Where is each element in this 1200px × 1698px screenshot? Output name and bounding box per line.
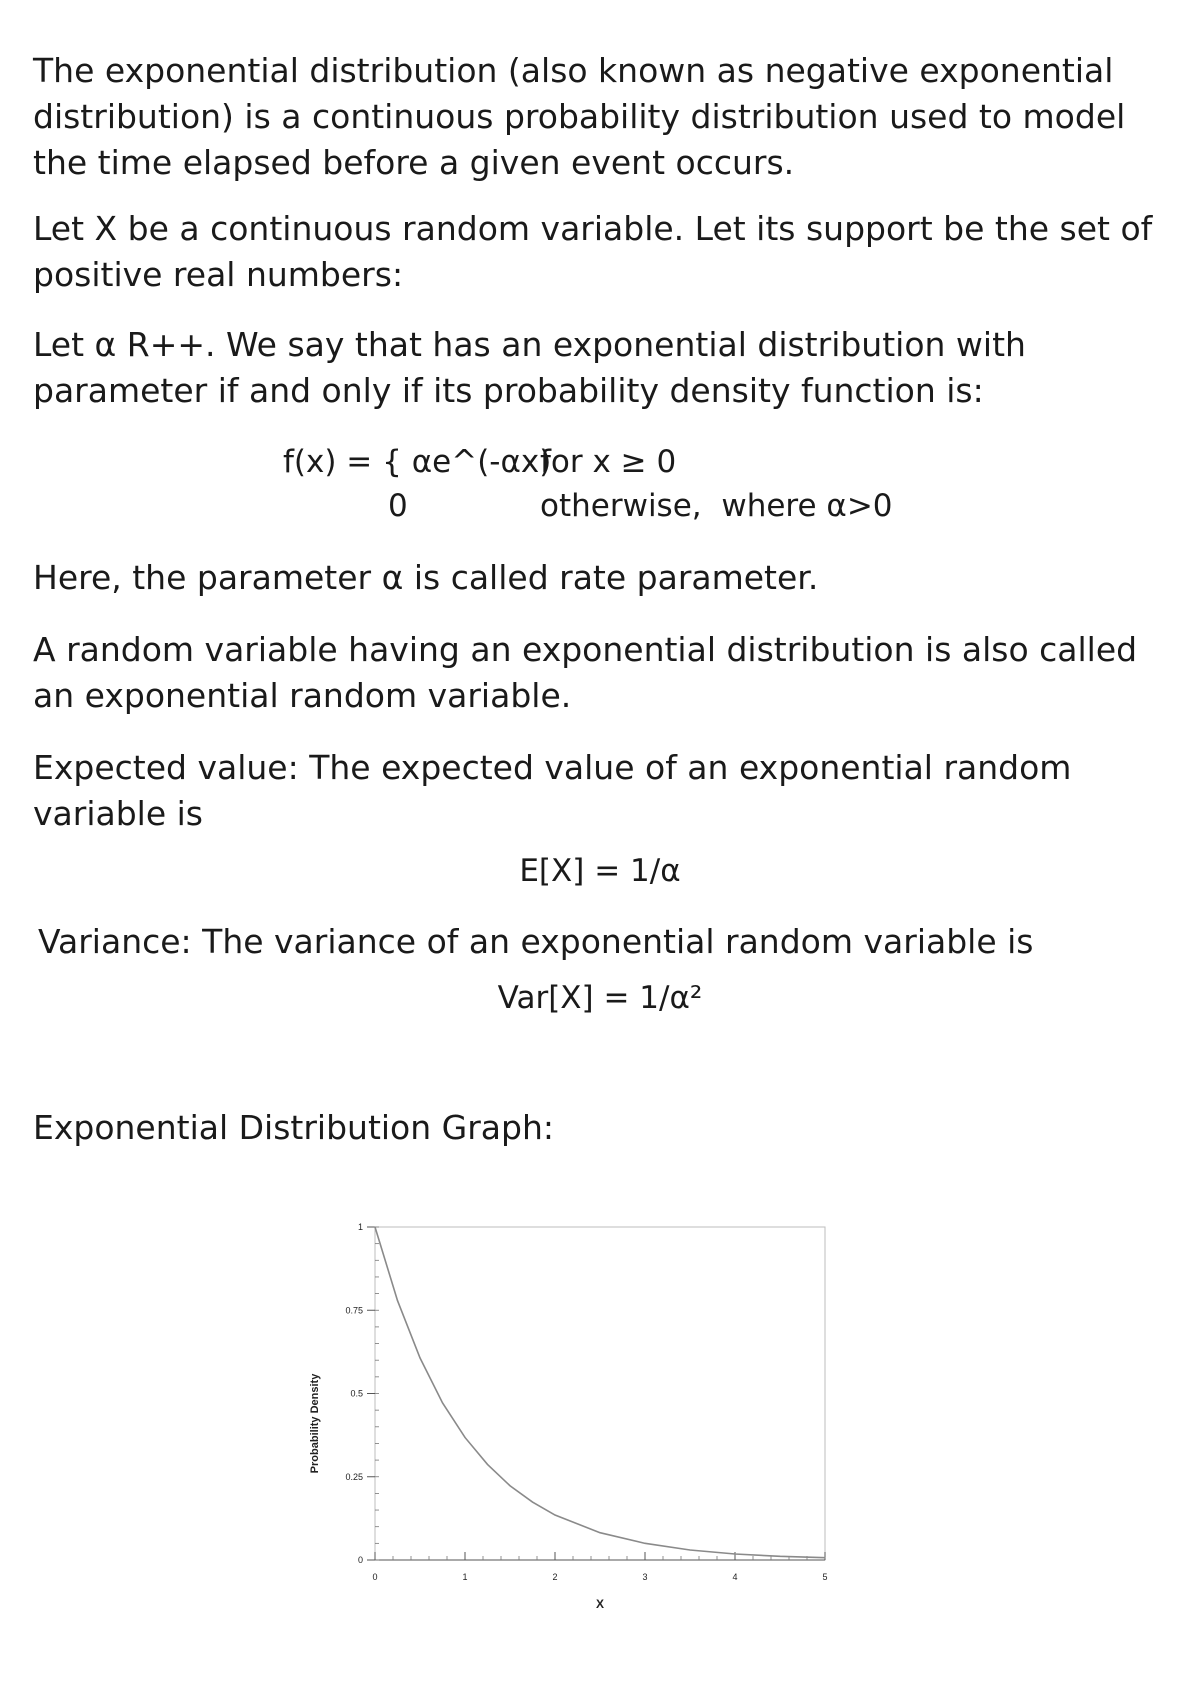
variance-formula: Var[X] = 1/α² bbox=[497, 980, 703, 1016]
series-line bbox=[375, 1227, 825, 1558]
random-variable-paragraph: A random variable having an exponential distribution is also called an exponential random variable. bbox=[33, 630, 1138, 715]
data-point bbox=[532, 1501, 533, 1502]
data-point bbox=[397, 1300, 398, 1301]
graph-heading: Exponential Distribution Graph: bbox=[33, 1108, 554, 1147]
data-point bbox=[509, 1485, 510, 1486]
plot-frame bbox=[375, 1227, 825, 1560]
intro-paragraph: The exponential distribution (also known as negative exponential distribution) is a continuous probability distribution used to model the time elapsed before a given event occurs. bbox=[33, 51, 1126, 182]
data-point bbox=[374, 1226, 375, 1227]
rate-paragraph: Here, the parameter α is called rate parameter. bbox=[33, 558, 819, 597]
data-point bbox=[734, 1553, 735, 1554]
exponential-chart-svg bbox=[300, 1215, 860, 1635]
data-point bbox=[554, 1514, 555, 1515]
data-point bbox=[487, 1464, 488, 1465]
y-axis-label: Probability Density bbox=[309, 1373, 321, 1474]
data-point bbox=[779, 1556, 780, 1557]
y-tick-label: 0.75 bbox=[345, 1305, 363, 1316]
variance-paragraph: Variance: The variance of an exponential random variable is bbox=[38, 922, 1034, 961]
x-tick-label: 3 bbox=[642, 1572, 648, 1582]
y-tick-label: 0 bbox=[357, 1555, 363, 1565]
x-tick-label: 1 bbox=[462, 1572, 468, 1582]
data-point bbox=[599, 1532, 600, 1533]
pdf-zero-case: 0 bbox=[388, 488, 408, 524]
x-tick-label: 4 bbox=[732, 1572, 738, 1582]
x-tick-label: 0 bbox=[372, 1572, 378, 1582]
data-point bbox=[419, 1357, 420, 1358]
expected-value-formula: E[X] = 1/α bbox=[519, 853, 681, 889]
expected-value-paragraph: Expected value: The expected value of an exponential random variable is bbox=[33, 748, 1072, 833]
x-tick-label: 5 bbox=[822, 1572, 828, 1582]
data-point bbox=[824, 1557, 825, 1558]
data-point bbox=[644, 1543, 645, 1544]
y-tick-label: 0.5 bbox=[350, 1388, 363, 1399]
y-tick-label: 0.25 bbox=[345, 1471, 363, 1482]
pdf-condition-1: for x ≥ 0 bbox=[540, 444, 677, 480]
y-tick-label: 1 bbox=[357, 1222, 363, 1232]
x-axis-label: X bbox=[595, 1597, 605, 1611]
data-point bbox=[442, 1402, 443, 1403]
pdf-condition-2: otherwise, where α>0 bbox=[540, 488, 893, 524]
support-paragraph: Let X be a continuous random variable. Let its support be the set of positive real numbers: bbox=[33, 209, 1153, 294]
data-point bbox=[464, 1437, 465, 1438]
x-tick-label: 2 bbox=[552, 1572, 558, 1582]
definition-paragraph: Let α R++. We say that has an exponential distribution with parameter if and only if its probability density function is: bbox=[33, 325, 1026, 410]
pdf-formula-lhs: f(x) = { αe^(-αx) bbox=[283, 444, 552, 480]
data-point bbox=[689, 1549, 690, 1550]
exponential-chart bbox=[300, 1215, 860, 1635]
